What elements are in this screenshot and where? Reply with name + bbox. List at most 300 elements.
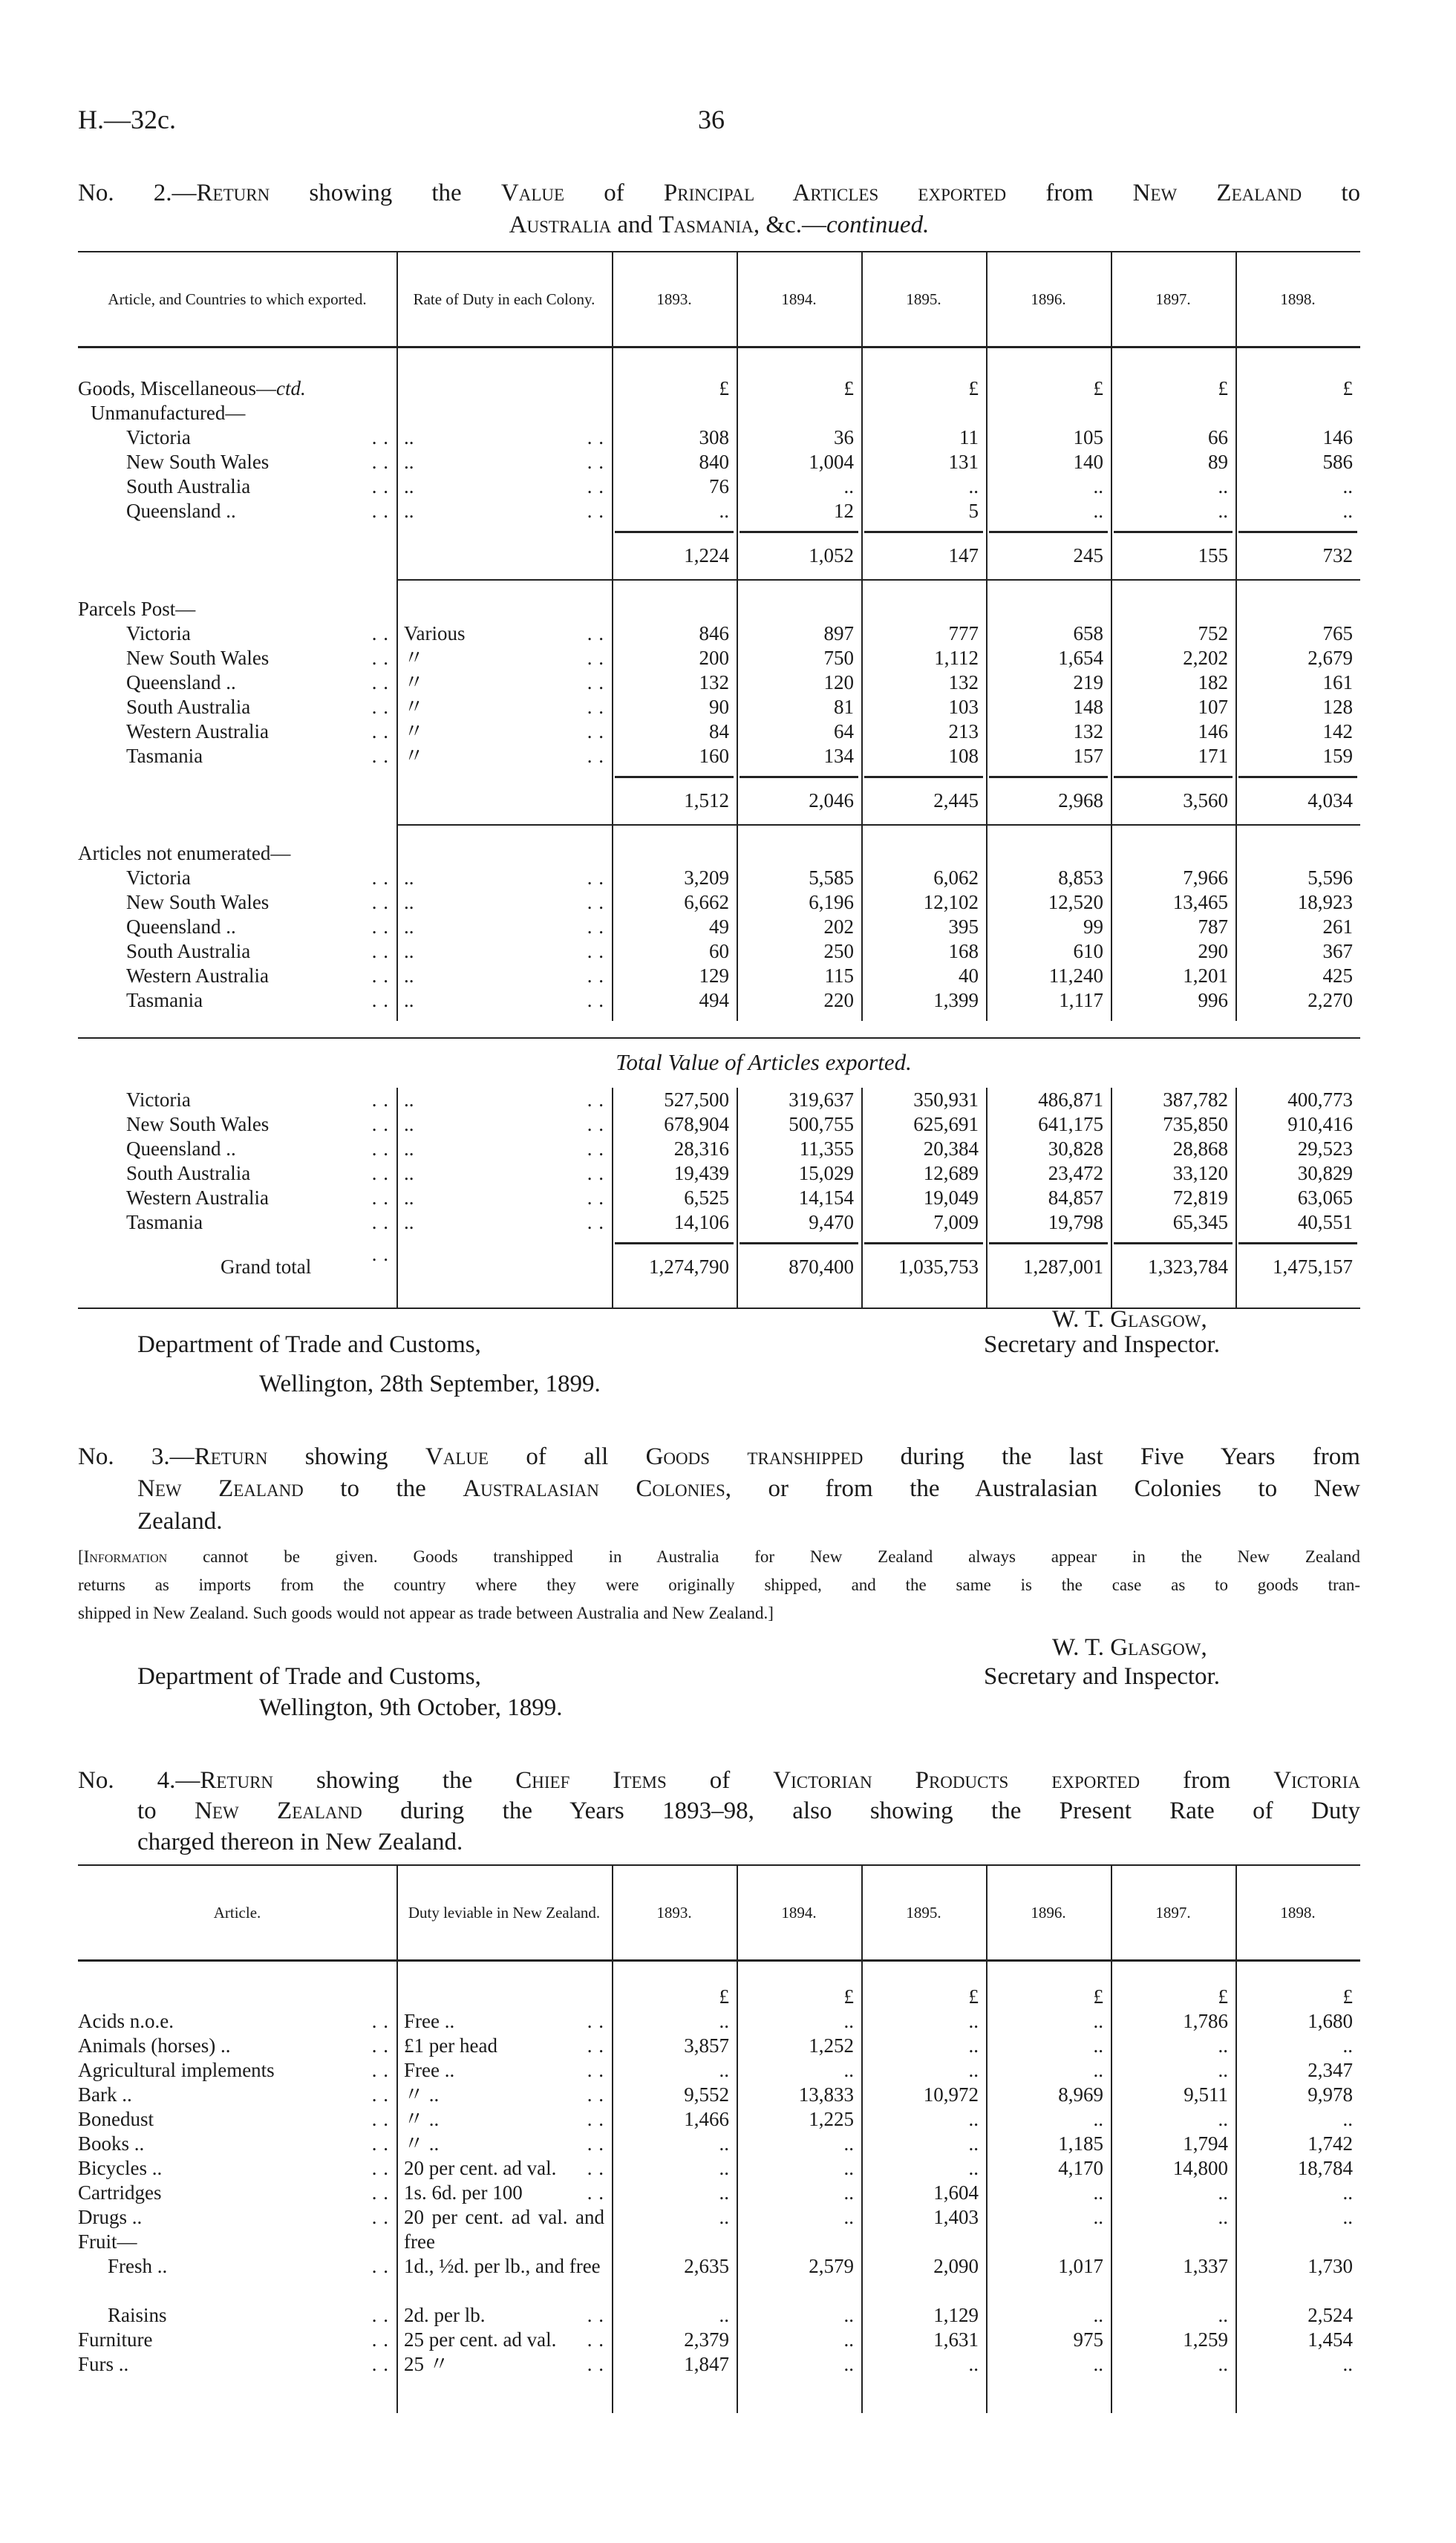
subtotal-row	[78, 531, 1360, 568]
group-heading-suffix: ctd.	[275, 377, 306, 399]
article-label: Victoria . .	[78, 1088, 396, 1112]
article-label: Queensland .. . .	[78, 915, 396, 939]
title-segment: during the Years 1893–98, also showing the Present Rate of Duty	[362, 1798, 1361, 1824]
article-label: South Australia . .	[78, 1161, 396, 1186]
value-cell: ..	[1093, 2304, 1103, 2326]
article-label: Books .. . .	[78, 2132, 396, 2156]
article-label: South Australia . .	[78, 939, 396, 964]
title-segment: Zealand.	[137, 1508, 223, 1535]
title-line	[78, 1442, 1360, 1472]
value-cell: 18,784	[1297, 2157, 1353, 2179]
duty-rate: Free .. . .	[396, 2009, 612, 2034]
value-cell: ..	[719, 2157, 729, 2179]
value-cell: 5,596	[1308, 866, 1353, 889]
value-cell: 752	[1198, 622, 1228, 644]
value-cell: 1,274,790	[612, 1242, 737, 1279]
value-cell: 2,202	[1183, 647, 1228, 669]
value-cell: 64	[834, 720, 854, 742]
value-cell: 2,635	[684, 2255, 729, 2277]
table-row	[78, 2034, 1360, 2058]
empty-cell	[396, 1985, 612, 2009]
value-cell: 308	[699, 426, 729, 448]
article-label: Cartridges . .	[78, 2181, 396, 2205]
value-cell: 1,794	[1183, 2132, 1228, 2155]
article-label: Western Australia . .	[78, 1186, 396, 1210]
subheading-row	[78, 401, 1360, 425]
duty-rate: 25 per cent. ad val. . .	[396, 2328, 612, 2352]
value-cell: 12,102	[923, 891, 979, 913]
signatory-name: W. T. Glasgow,	[1052, 1306, 1207, 1333]
value-cell: 132	[948, 671, 979, 693]
value-cell: 148	[1073, 696, 1103, 718]
value-cell: ..	[843, 2328, 854, 2351]
value-cell: 750	[823, 647, 854, 669]
value-cell: ..	[968, 2034, 979, 2057]
value-cell: 134	[823, 745, 854, 767]
place-date: Wellington, 9th October, 1899.	[259, 1694, 563, 1721]
value-cell: 586	[1322, 451, 1353, 473]
title-segment: No. 2.—	[78, 180, 197, 206]
value-cell: 6,062	[933, 866, 979, 889]
value-cell: 1,112	[934, 647, 979, 669]
group-heading-row	[78, 841, 1360, 866]
value-cell: 132	[699, 671, 729, 693]
duty-rate: 20 per cent. ad val. . .	[396, 2156, 612, 2181]
value-cell: 6,525	[684, 1186, 729, 1209]
value-cell: 2,579	[809, 2255, 854, 2277]
place-date: Wellington, 28th September, 1899.	[259, 1371, 601, 1397]
value-cell: ..	[843, 2304, 854, 2326]
article-label: Queensland .. . .	[78, 670, 396, 695]
column-header: Rate of Duty in each Colony.	[413, 290, 595, 308]
value-cell: 425	[1322, 964, 1353, 987]
value-cell: 732	[1235, 531, 1360, 568]
value-cell: 2,968	[986, 776, 1111, 813]
table-row	[78, 425, 1360, 450]
value-cell: ..	[1093, 2181, 1103, 2204]
table-row	[78, 1161, 1360, 1186]
value-cell: 1,604	[933, 2181, 979, 2204]
value-cell: 99	[1083, 915, 1103, 938]
title-segment: from	[1006, 180, 1133, 206]
value-cell: 494	[699, 989, 729, 1011]
value-cell: 108	[948, 745, 979, 767]
empty-cell	[396, 597, 612, 621]
value-cell: 1,730	[1308, 2255, 1353, 2277]
table-group	[78, 348, 1360, 581]
title-segment: showing the	[273, 1767, 516, 1794]
value-cell: 1,017	[1058, 2255, 1103, 2277]
value-cell: 787	[1198, 915, 1228, 938]
value-cell: 350,931	[913, 1088, 979, 1111]
group-heading	[78, 841, 396, 866]
divider	[78, 813, 1360, 826]
document-reference: H.—32c.	[78, 105, 176, 134]
table-row	[78, 695, 1360, 719]
article-label: Furs .. . .	[78, 2352, 396, 2377]
table-group	[78, 581, 1360, 826]
value-cell: 11	[959, 426, 979, 448]
column-header: Article, and Countries to which exported.	[108, 290, 367, 308]
title-segment: continued.	[826, 212, 930, 238]
value-cell: 147	[861, 531, 986, 568]
title-segment: , &c.—	[753, 212, 826, 238]
value-cell: ..	[1093, 2010, 1103, 2032]
duty-rate: .. . .	[396, 450, 612, 474]
value-cell: 89	[1208, 451, 1228, 473]
value-cell: 12,520	[1048, 891, 1103, 913]
value-cell: 500,755	[789, 1113, 854, 1135]
article-label: Victoria . .	[78, 425, 396, 450]
table-row	[78, 499, 1360, 523]
article-label: New South Wales . .	[78, 450, 396, 474]
note-line: returns as imports from the country where they were originally shipped, and the same is the case as to goods tran-	[78, 1576, 1360, 1594]
value-cell: 975	[1073, 2328, 1103, 2351]
table-row	[78, 621, 1360, 646]
exports-table-body	[78, 251, 1360, 1021]
total-value-heading: Total Value of Articles exported.	[616, 1049, 912, 1075]
value-cell: 1,129	[933, 2304, 979, 2326]
value-cell: 15,029	[798, 1162, 854, 1184]
group-heading	[78, 597, 396, 621]
value-cell: ..	[1342, 2034, 1353, 2057]
article-label: Fresh .. . .	[78, 2254, 396, 2303]
duty-rate: 〃 . .	[396, 646, 612, 670]
table-row	[78, 2132, 1360, 2156]
note-line: shipped in New Zealand. Such goods would not appear as trade between Australia and New Zealand.]	[78, 1604, 774, 1622]
article-label: New South Wales . .	[78, 646, 396, 670]
value-cell: 4,034	[1235, 776, 1360, 813]
value-cell: 81	[834, 696, 854, 718]
value-cell: 168	[948, 940, 979, 962]
value-cell: 3,857	[684, 2034, 729, 2057]
duty-rate: 〃 .. . .	[396, 2083, 612, 2107]
value-cell: 200	[699, 647, 729, 669]
value-cell: 9,511	[1184, 2083, 1228, 2106]
value-cell: 1,201	[1183, 964, 1228, 987]
department: Department of Trade and Customs,	[137, 1331, 481, 1358]
title-line	[137, 1506, 1420, 1536]
value-cell: 7,009	[933, 1211, 979, 1233]
year-header: 1897.	[1155, 1904, 1191, 1922]
value-cell: 84,857	[1048, 1186, 1103, 1209]
value-cell: 1,631	[933, 2328, 979, 2351]
title-line	[137, 1474, 1360, 1504]
value-cell: 19,798	[1048, 1211, 1103, 1233]
column-header: Duty leviable in New Zealand.	[408, 1904, 601, 1922]
signatory-title: Secretary and Inspector.	[984, 1663, 1220, 1690]
value-cell: 1,403	[933, 2206, 979, 2228]
value-cell: 625,691	[913, 1113, 979, 1135]
title-segment: Tasmania	[659, 212, 754, 238]
value-cell: 161	[1322, 671, 1353, 693]
value-cell: 33,120	[1172, 1162, 1228, 1184]
value-cell: 910,416	[1287, 1113, 1353, 1135]
value-cell: 1,786	[1183, 2010, 1228, 2032]
title-line	[78, 178, 1360, 208]
value-cell: 30,829	[1297, 1162, 1353, 1184]
value-cell: ..	[968, 2157, 979, 2179]
value-cell: ..	[968, 2010, 979, 2032]
value-cell: ..	[843, 2157, 854, 2179]
department: Department of Trade and Customs,	[137, 1663, 481, 1690]
value-cell: ..	[968, 2353, 979, 2375]
year-header: 1898.	[1280, 1904, 1316, 1922]
currency-symbol: £	[1093, 1985, 1103, 2008]
table-row	[78, 988, 1360, 1013]
value-cell: ..	[843, 2181, 854, 2204]
title-segment: Return	[196, 180, 270, 206]
article-label: Tasmania . .	[78, 988, 396, 1013]
value-cell: 13,833	[798, 2083, 854, 2106]
value-cell: 3,560	[1111, 776, 1235, 813]
value-cell: ..	[1093, 475, 1103, 497]
value-cell: 9,978	[1308, 2083, 1353, 2106]
article-label: Bonedust . .	[78, 2107, 396, 2132]
value-cell: 1,512	[612, 776, 737, 813]
currency-symbol: £	[843, 377, 854, 399]
value-cell: 105	[1073, 426, 1103, 448]
value-cell: 182	[1198, 671, 1228, 693]
value-cell: 90	[709, 696, 729, 718]
empty-cell	[396, 841, 612, 866]
value-cell: 996	[1198, 989, 1228, 1011]
value-cell: 160	[699, 745, 729, 767]
value-cell: 9,552	[684, 2083, 729, 2106]
value-cell: 7,966	[1183, 866, 1228, 889]
article-label: Animals (horses) .. . .	[78, 2034, 396, 2058]
duty-rate: 2d. per lb. . .	[396, 2303, 612, 2328]
table-row	[78, 964, 1360, 988]
value-cell: 142	[1322, 720, 1353, 742]
value-cell: 1,035,753	[861, 1242, 986, 1279]
duty-rate: 〃 .. . .	[396, 2107, 612, 2132]
value-cell: 735,850	[1163, 1113, 1228, 1135]
table-row	[78, 2303, 1360, 2328]
value-cell: 8,969	[1058, 2083, 1103, 2106]
value-cell: 870,400	[737, 1242, 861, 1279]
duty-rate: .. . .	[396, 499, 612, 523]
value-cell: 76	[709, 475, 729, 497]
table-row	[78, 2156, 1360, 2181]
value-cell: ..	[1218, 2059, 1228, 2081]
value-cell: 319,637	[789, 1088, 854, 1111]
title-segment: of all	[489, 1443, 646, 1470]
year-header: 1896.	[1031, 290, 1066, 308]
year-header: 1898.	[1280, 290, 1316, 308]
year-header: 1893.	[656, 290, 692, 308]
title-segment: showing the	[270, 180, 501, 206]
value-cell: ..	[843, 2059, 854, 2081]
title-segment: Value	[425, 1443, 489, 1470]
value-cell: ..	[1218, 2181, 1228, 2204]
value-cell: 1,466	[684, 2108, 729, 2130]
value-cell: 84	[709, 720, 729, 742]
title-segment: showing	[267, 1443, 425, 1470]
total-value-section	[78, 1088, 1360, 1308]
table-row	[78, 744, 1360, 768]
title-segment: to	[1302, 180, 1360, 206]
value-cell: ..	[719, 2010, 729, 2032]
year-header: 1894.	[781, 1904, 817, 1922]
value-cell: 4,170	[1058, 2157, 1103, 2179]
information-note	[78, 1543, 1360, 1628]
duty-rate: .. . .	[396, 866, 612, 890]
duty-rate: 〃 . .	[396, 695, 612, 719]
duty-rate: .. . .	[396, 1210, 612, 1235]
group-heading-row	[78, 597, 1360, 621]
year-header: 1897.	[1155, 290, 1191, 308]
article-label: Tasmania . .	[78, 1210, 396, 1235]
value-cell: ..	[1218, 2304, 1228, 2326]
value-cell: 846	[699, 622, 729, 644]
duty-rate	[396, 776, 612, 813]
duty-rate: .. . .	[396, 964, 612, 988]
value-cell: ..	[719, 2181, 729, 2204]
article-label: South Australia . .	[78, 695, 396, 719]
value-cell: 23,472	[1048, 1162, 1103, 1184]
duty-rate: 25 〃 . .	[396, 2352, 612, 2377]
duty-rate	[396, 1242, 612, 1279]
currency-symbol: £	[1093, 377, 1103, 399]
value-cell: 840	[699, 451, 729, 473]
value-cell: 157	[1073, 745, 1103, 767]
table-row	[78, 2181, 1360, 2205]
duty-rate: .. . .	[396, 425, 612, 450]
value-cell: 11,240	[1048, 964, 1103, 987]
category-heading: Fruit—	[78, 2230, 137, 2253]
value-cell: 14,106	[673, 1211, 729, 1233]
value-cell: 65,345	[1172, 1211, 1228, 1233]
title-segment: of	[564, 180, 664, 206]
value-cell: ..	[1218, 475, 1228, 497]
value-cell: 107	[1198, 696, 1228, 718]
duty-rate: .. . .	[396, 890, 612, 915]
duty-rate: 〃 .. . .	[396, 2132, 612, 2156]
value-cell: 2,046	[737, 776, 861, 813]
value-cell: 14,154	[798, 1186, 854, 1209]
article-label: South Australia . .	[78, 474, 396, 499]
duty-rate: .. . .	[396, 1186, 612, 1210]
table-row	[78, 2254, 1360, 2303]
value-cell: 1,323,784	[1111, 1242, 1235, 1279]
value-cell: 202	[823, 915, 854, 938]
value-cell: ..	[1342, 2108, 1353, 2130]
value-cell: ..	[1342, 2181, 1353, 2204]
currency-symbol: £	[719, 1985, 729, 2008]
title-line	[78, 1766, 1360, 1795]
subtotal-row	[78, 776, 1360, 813]
value-cell: 367	[1322, 940, 1353, 962]
table-row	[78, 474, 1360, 499]
title-segment: New Zealand	[195, 1798, 362, 1824]
value-cell: 213	[948, 720, 979, 742]
value-cell: 28,316	[673, 1137, 729, 1160]
title-segment: Principal Articles exported	[663, 180, 1007, 206]
article-label: Victoria . .	[78, 866, 396, 890]
title-segment: during the last Five Years from	[863, 1443, 1360, 1470]
title-segment: and	[611, 212, 659, 238]
value-cell: 29,523	[1297, 1137, 1353, 1160]
value-cell: 128	[1322, 696, 1353, 718]
value-cell: ..	[968, 2059, 979, 2081]
value-cell: ..	[968, 2108, 979, 2130]
value-cell: 2,679	[1308, 647, 1353, 669]
article-label: Bicycles .. . .	[78, 2156, 396, 2181]
title-segment: to	[137, 1798, 195, 1824]
empty-cell	[78, 776, 396, 813]
empty-cell	[78, 531, 396, 568]
value-cell: 5	[968, 500, 979, 522]
table-row	[78, 890, 1360, 915]
article-label: Drugs .. . .	[78, 2205, 396, 2254]
duty-rate: 〃 . .	[396, 670, 612, 695]
title-segment: Return	[200, 1767, 274, 1794]
value-cell: ..	[719, 2206, 729, 2228]
value-cell: 140	[1073, 451, 1103, 473]
article-label: Raisins . .	[78, 2303, 396, 2328]
value-cell: 9,470	[809, 1211, 854, 1233]
value-cell: 387,782	[1163, 1088, 1228, 1111]
value-cell: ..	[1093, 2108, 1103, 2130]
group-heading-text: Parcels Post—	[78, 598, 196, 620]
value-cell: 777	[948, 622, 979, 644]
value-cell: 146	[1198, 720, 1228, 742]
duty-rate: 1d., ½d. per lb., and free	[404, 2255, 601, 2277]
year-header: 1896.	[1031, 1904, 1066, 1922]
article-label: Queensland .. . .	[78, 499, 396, 523]
value-cell: 250	[823, 940, 854, 962]
value-cell: ..	[843, 2132, 854, 2155]
table-row	[78, 1210, 1360, 1235]
article-label: Tasmania . .	[78, 744, 396, 768]
value-cell: 641,175	[1038, 1113, 1103, 1135]
title-segment: from	[1140, 1767, 1274, 1794]
value-cell: 1,259	[1183, 2328, 1228, 2351]
article-label: Furniture . .	[78, 2328, 396, 2352]
title-segment: Return	[194, 1443, 268, 1470]
table-row	[78, 1137, 1360, 1161]
value-cell: 120	[823, 671, 854, 693]
value-cell: 28,868	[1172, 1137, 1228, 1160]
currency-row	[78, 1985, 1360, 2009]
value-cell: ..	[719, 2304, 729, 2326]
value-cell: ..	[1218, 2108, 1228, 2130]
value-cell: 72,819	[1172, 1186, 1228, 1209]
value-cell: 146	[1322, 426, 1353, 448]
value-cell: ..	[1342, 475, 1353, 497]
currency-symbol: £	[843, 1985, 854, 2008]
value-cell: 11,355	[799, 1137, 854, 1160]
title-segment: Victoria	[1273, 1767, 1360, 1794]
group-heading	[78, 376, 396, 401]
value-cell: 290	[1198, 940, 1228, 962]
value-cell: 12,689	[923, 1162, 979, 1184]
value-cell: 1,224	[612, 531, 737, 568]
value-cell: 3,209	[684, 866, 729, 889]
value-cell: ..	[719, 2132, 729, 2155]
value-cell: 159	[1322, 745, 1353, 767]
table-header	[78, 1864, 1360, 1962]
article-label: Bark .. . .	[78, 2083, 396, 2107]
table-row	[78, 1186, 1360, 1210]
duty-rate: £1 per head . .	[396, 2034, 612, 2058]
value-cell: 115	[824, 964, 854, 987]
title-segment: charged thereon in New Zealand.	[137, 1829, 463, 1855]
currency-symbol: £	[1342, 1985, 1353, 2008]
value-cell: 1,742	[1308, 2132, 1353, 2155]
value-cell: 2,090	[933, 2255, 979, 2277]
